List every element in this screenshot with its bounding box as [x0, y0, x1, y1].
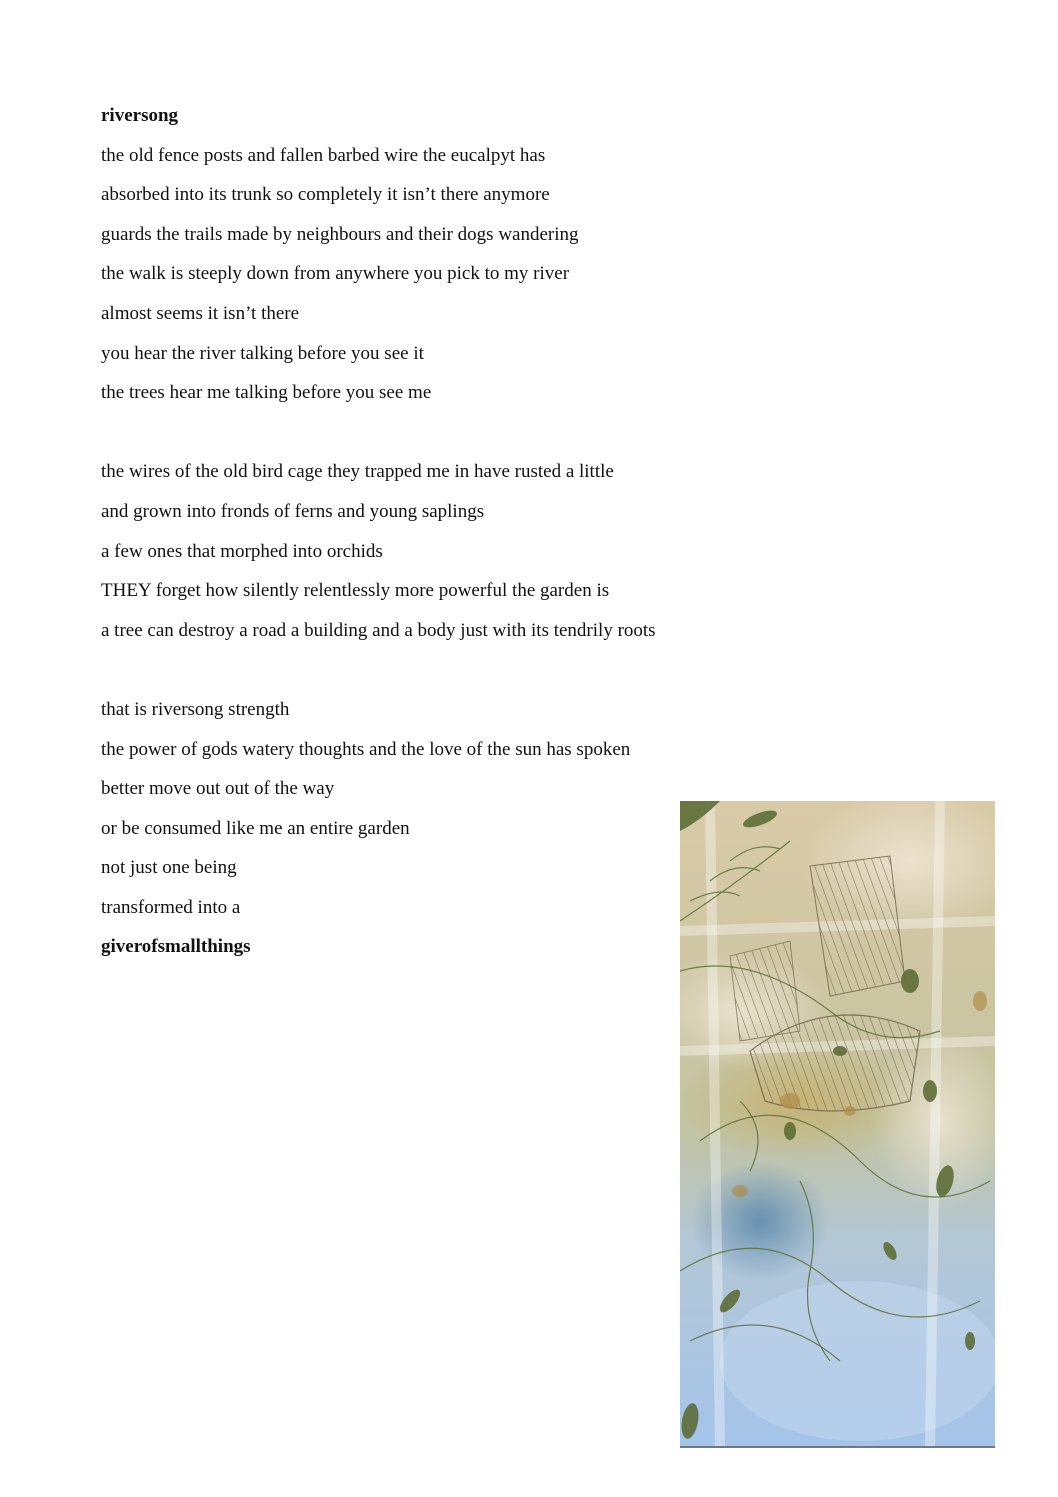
stanza-2	[101, 452, 801, 650]
poem-line: almost seems it isn’t there	[101, 302, 300, 324]
artwork-painting	[680, 801, 995, 1448]
poem-title: riversong	[101, 105, 179, 126]
poem-line: the trees hear me talking before you see me	[101, 382, 432, 404]
poem-line: that is riversong strength	[101, 698, 290, 720]
poem-line: THEY forget how silently relentlessly more powerful the garden is	[101, 580, 610, 602]
stanza-gap	[101, 413, 801, 453]
poem-line: a few ones that morphed into orchids	[101, 540, 383, 562]
poem-signature: giverofsmallthings	[101, 936, 251, 958]
poem-line: the wires of the old bird cage they trapped me in have rusted a little	[101, 461, 614, 483]
poem-line: the walk is steeply down from anywhere you pick to my river	[101, 263, 570, 285]
poem-line: and grown into fronds of ferns and young saplings	[101, 500, 485, 522]
poem-line: you hear the river talking before you see it	[101, 342, 424, 364]
poem-line: the power of gods watery thoughts and the love of the sun has spoken	[101, 738, 631, 760]
poem-line: transformed into a	[101, 896, 241, 918]
poem-line: the old fence posts and fallen barbed wire the eucalpyt has	[101, 144, 546, 166]
poem-line: not just one being	[101, 857, 237, 879]
abstract-painting-icon	[680, 801, 995, 1448]
poem-line: guards the trails made by neighbours and their dogs wandering	[101, 223, 579, 245]
poem-line: or be consumed like me an entire garden	[101, 817, 410, 839]
poem-line: better move out out of the way	[101, 778, 335, 800]
stanza-gap	[101, 650, 801, 690]
poem-line: a tree can destroy a road a building and a body just with its tendrily roots	[101, 619, 656, 641]
poem-line: absorbed into its trunk so completely it isn’t there anymore	[101, 184, 550, 206]
stanza-1	[101, 136, 801, 413]
